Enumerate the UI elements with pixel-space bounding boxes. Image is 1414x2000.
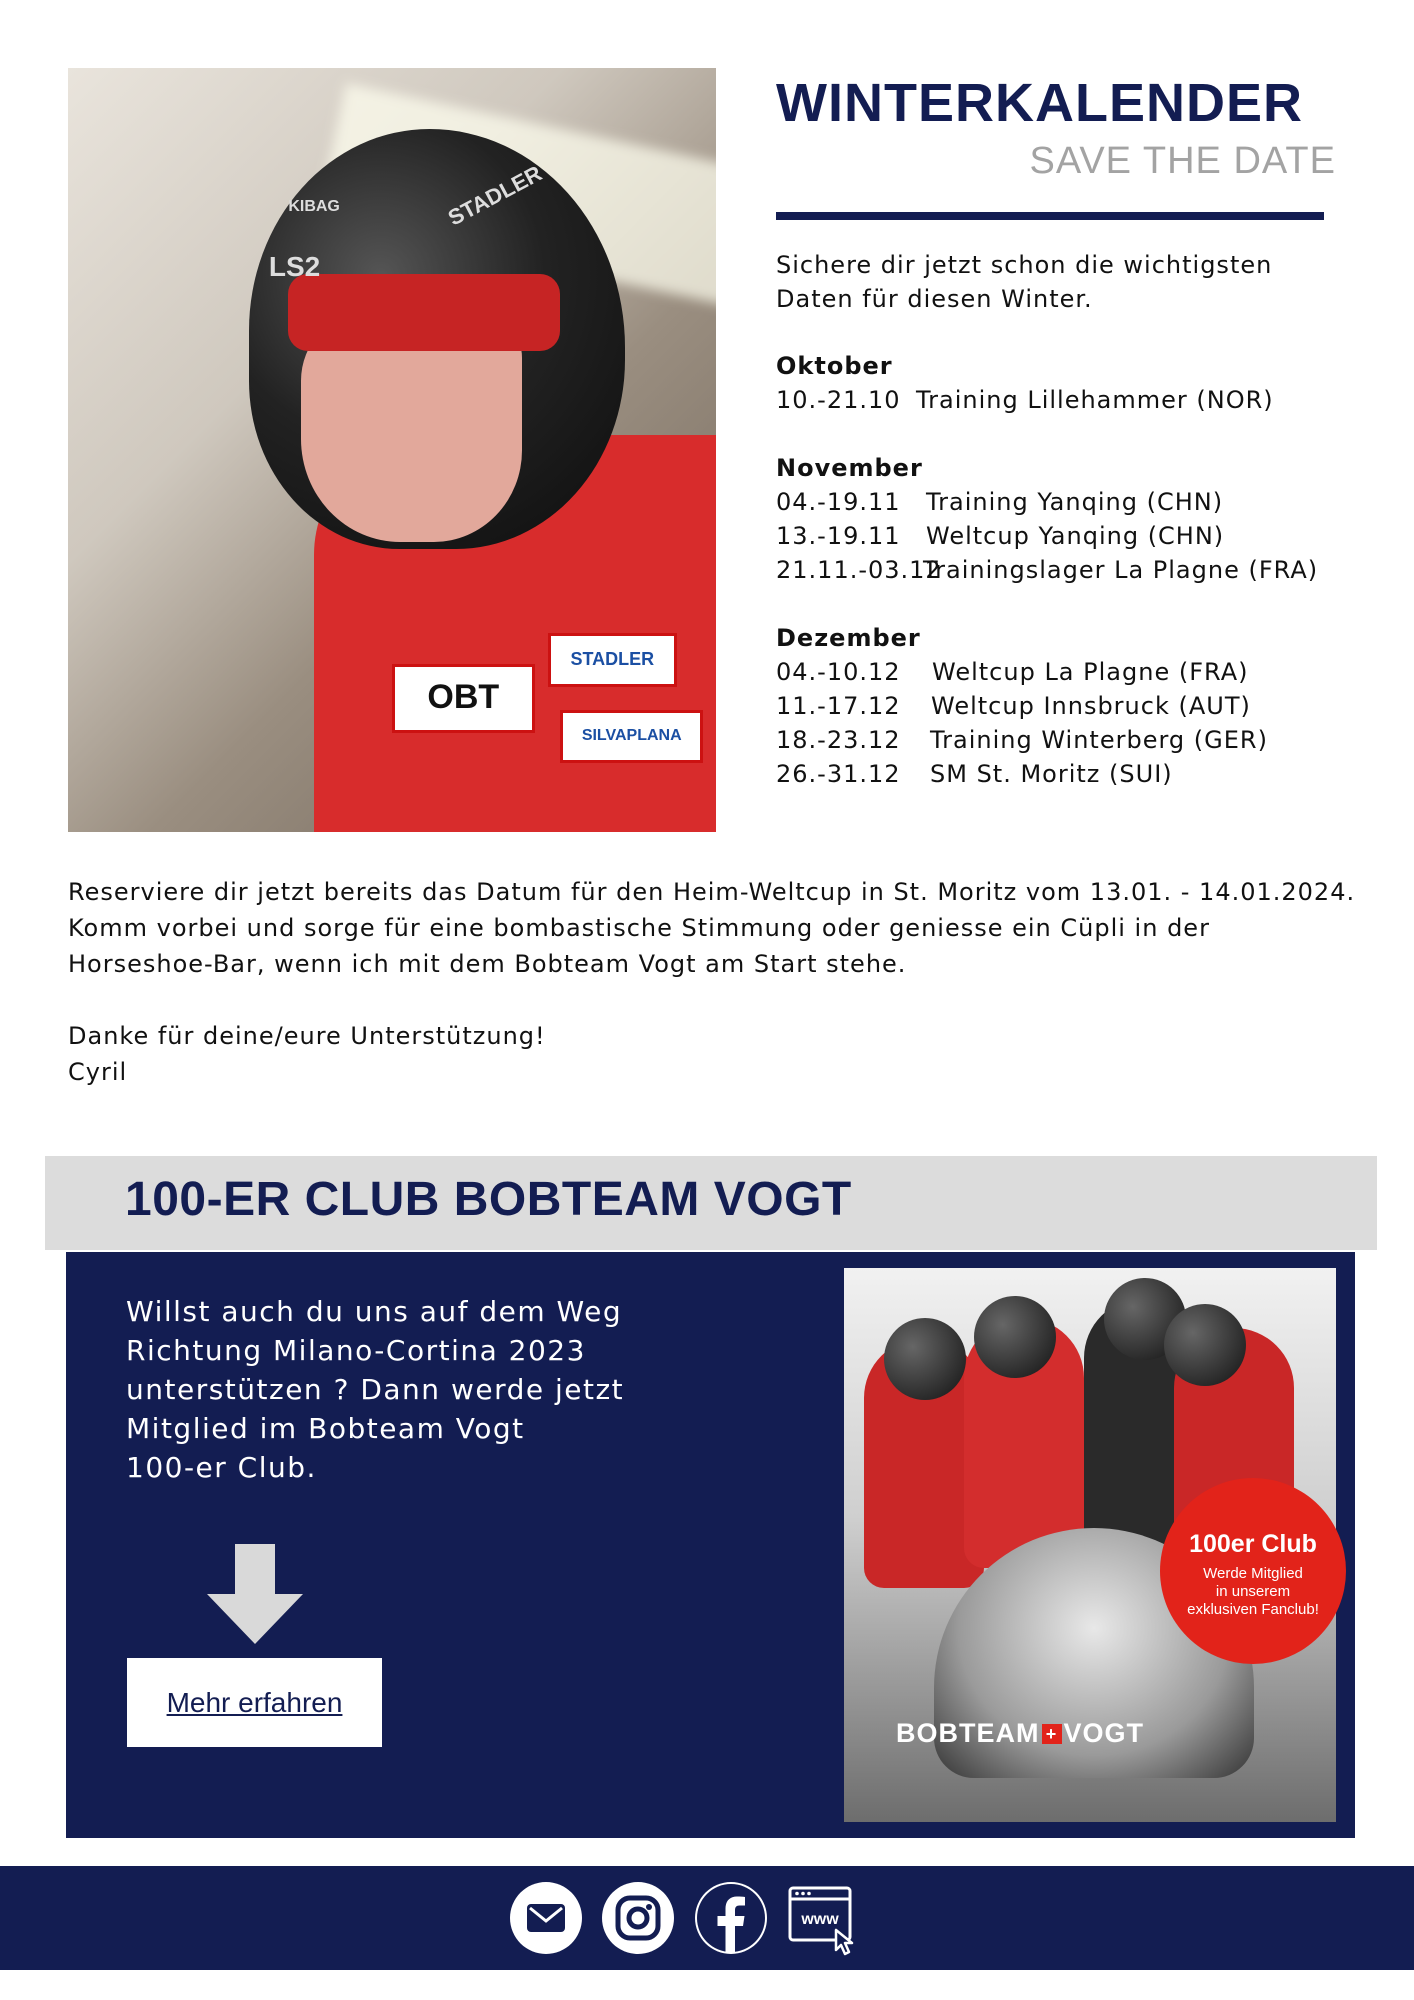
www-label: www: [801, 1911, 839, 1928]
event-date: 04.-10.12: [776, 658, 901, 686]
brand-right: VOGT: [1063, 1718, 1145, 1748]
swiss-cross-icon: +: [1042, 1724, 1062, 1744]
badge-line: Werde Mitglied: [1203, 1565, 1303, 1582]
event-date: 04.-19.11: [776, 488, 901, 516]
calendar-row: [776, 658, 1249, 686]
event-name: SM St. Moritz (SUI): [930, 760, 1173, 788]
helmet-logo-kibag: KIBAG: [288, 197, 340, 215]
calendar-row: [776, 386, 1274, 414]
suit-logo-silvaplana: SILVAPLANA: [581, 726, 682, 744]
event-name: Weltcup Yanqing (CHN): [926, 522, 1225, 550]
club-badge: [1160, 1478, 1346, 1664]
bobteam-vogt-logo: [896, 1718, 1144, 1749]
event-name: Training Lillehammer (NOR): [916, 386, 1274, 414]
club-text-line: Willst auch du uns auf dem Weg: [126, 1295, 623, 1328]
instagram-icon[interactable]: [602, 1882, 674, 1954]
club-text-line: unterstützen ? Dann werde jetzt: [126, 1373, 625, 1406]
facebook-icon[interactable]: [695, 1882, 767, 1954]
intro-text: Sichere dir jetzt schon die wichtigsten Daten für diesen Winter.: [776, 251, 1273, 313]
event-name: Weltcup La Plagne (FRA): [932, 658, 1249, 686]
club-text-line: Mitglied im Bobteam Vogt: [126, 1412, 525, 1445]
helmet-logo-ls2: LS2: [268, 251, 321, 283]
page-subtitle: SAVE THE DATE: [1029, 140, 1336, 182]
calendar-row: [776, 556, 1319, 584]
event-name: Training Yanqing (CHN): [926, 488, 1224, 516]
event-date: 26.-31.12: [776, 760, 901, 788]
badge-title: 100er Club: [1189, 1530, 1317, 1558]
suit-logo-obt: OBT: [427, 677, 500, 716]
month-heading-oktober: Oktober: [776, 352, 893, 380]
calendar-row: [776, 522, 1225, 550]
calendar-row: [776, 760, 1173, 788]
body-line: Reserviere dir jetzt bereits das Datum für den Heim-Weltcup in St. Moritz vom 13.01. - 14.01.2024.: [68, 878, 1356, 906]
title-divider: [776, 212, 1324, 220]
body-line: Horseshoe-Bar, wenn ich mit dem Bobteam Vogt am Start stehe.: [68, 950, 907, 978]
event-date: 18.-23.12: [776, 726, 901, 754]
event-date: 11.-17.12: [776, 692, 901, 720]
calendar-row: [776, 726, 1268, 754]
signature: Cyril: [68, 1058, 128, 1086]
club-text-line: Richtung Milano-Cortina 2023: [126, 1334, 586, 1367]
event-name: Weltcup Innsbruck (AUT): [931, 692, 1251, 720]
suit-logo-stadler: STADLER: [570, 649, 655, 670]
month-heading-dezember: Dezember: [776, 624, 921, 652]
closing: [68, 1018, 546, 1090]
event-date: 10.-21.10: [776, 386, 901, 414]
athlete-photo: [68, 68, 716, 832]
calendar-row: [776, 692, 1251, 720]
badge-line: in unserem: [1215, 1583, 1291, 1600]
thanks-line: Danke für deine/eure Unterstützung!: [68, 1022, 546, 1050]
mail-icon[interactable]: [510, 1882, 582, 1954]
body-paragraph: [68, 874, 1358, 982]
page-title: WINTERKALENDER: [776, 73, 1303, 133]
www-icon[interactable]: [788, 1884, 862, 1956]
mehr-erfahren-button[interactable]: Mehr erfahren: [127, 1658, 382, 1747]
event-date: 21.11.-03.12: [776, 556, 942, 584]
badge-line: exklusiven Fanclub!: [1187, 1601, 1319, 1618]
helmet-logo-stadler: STADLER: [443, 160, 546, 231]
arrow-down-icon: [207, 1544, 303, 1644]
event-date: 13.-19.11: [776, 522, 901, 550]
event-name: Training Winterberg (GER): [930, 726, 1268, 754]
club-title: 100-ER CLUB BOBTEAM VOGT: [125, 1173, 852, 1226]
club-description: [126, 1292, 626, 1487]
body-line: Komm vorbei und sorge für eine bombastische Stimmung oder geniesse ein Cüpli in der: [68, 914, 1210, 942]
event-name: Trainingslager La Plagne (FRA): [923, 556, 1319, 584]
badge-text: [1160, 1565, 1346, 1619]
month-heading-november: November: [776, 454, 923, 482]
brand-left: BOBTEAM: [896, 1718, 1040, 1748]
calendar-row: [776, 488, 1224, 516]
club-text-line: 100-er Club.: [126, 1451, 317, 1484]
